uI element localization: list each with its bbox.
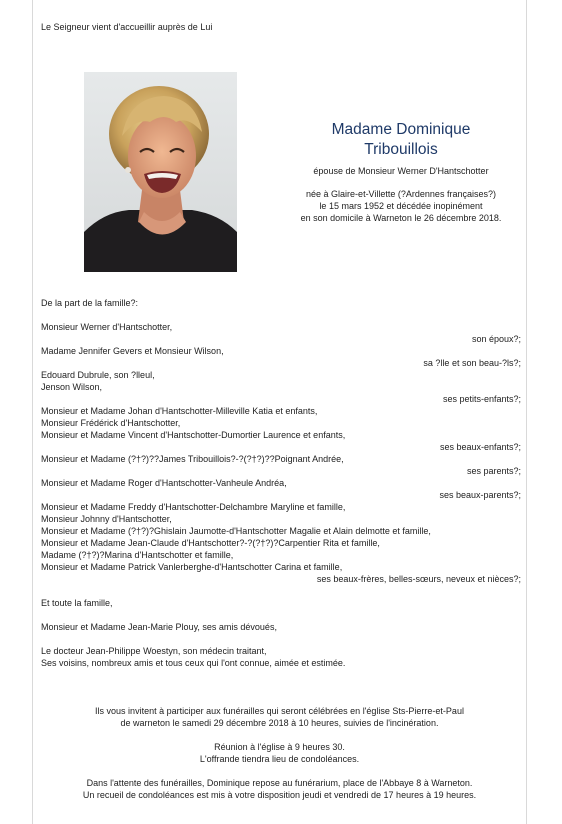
family-line: Monsieur Werner d'Hantschotter, bbox=[41, 322, 173, 332]
funeral-invitation: Ils vous invitent à participer aux funérailles qui seront célébrées en l'église Sts-Pierre-et-Paul bbox=[95, 706, 464, 716]
family-intro: De la part de la famille?: bbox=[41, 298, 139, 308]
place-line: en son domicile à Warneton le 26 décembre 2018. bbox=[300, 213, 502, 223]
family-line: Monsieur et Madame (?†?)??James Tribouillois?-?(?†?)??Poignant Andrée, bbox=[41, 454, 344, 464]
family-relation: ses beaux-enfants?; bbox=[439, 442, 521, 452]
family-line: Edouard Dubrule, son ?lleul, bbox=[41, 370, 155, 380]
family-line: Monsieur et Madame Freddy d'Hantschotter-Delchambre Maryline et famille, bbox=[41, 502, 346, 512]
family-line: Monsieur et Madame Roger d'Hantschotter-Vanheule Andréa, bbox=[41, 478, 287, 488]
family-line: Monsieur et Madame (?†?)?Ghislain Jaumotte-d'Hantschotter Magalie et Alain delmotte et famille, bbox=[41, 526, 431, 536]
family-line: Et toute la famille, bbox=[41, 598, 113, 608]
page-left-border bbox=[32, 0, 33, 824]
family-line: Ses voisins, nombreux amis et tous ceux qui l'ont connue, aimée et estimée. bbox=[41, 658, 346, 668]
family-line: Monsieur Johnny d'Hantschotter, bbox=[41, 514, 172, 524]
family-line: Monsieur et Madame Jean-Marie Plouy, ses amis dévoués, bbox=[41, 622, 277, 632]
family-line: Monsieur et Madame Johan d'Hantschotter-Milleville Katia et enfants, bbox=[41, 406, 318, 416]
family-line: Monsieur Frédérick d'Hantschotter, bbox=[41, 418, 181, 428]
gathering-time: Réunion à l'église à 9 heures 30. bbox=[214, 742, 345, 752]
family-relation: ses petits-enfants?; bbox=[442, 394, 521, 404]
funerarium-info: Dans l'attente des funérailles, Dominique repose au funérarium, place de l'Abbaye 8 à Warneton. bbox=[86, 778, 473, 788]
condolence-register: Un recueil de condoléances est mis à votre disposition jeudi et vendredi de 17 heures à 19 heures. bbox=[82, 790, 477, 800]
family-line: Madame Jennifer Gevers et Monsieur Wilson, bbox=[41, 346, 224, 356]
portrait-photo bbox=[84, 72, 237, 272]
family-relation: ses parents?; bbox=[466, 466, 521, 476]
family-line: Monsieur et Madame Vincent d'Hantschotter-Dumortier Laurence et enfants, bbox=[41, 430, 346, 440]
deceased-name-last: Tribouillois bbox=[364, 141, 438, 158]
funeral-date: de warneton le samedi 29 décembre 2018 à 10 heures, suivies de l'incinération. bbox=[120, 718, 439, 728]
offering-note: L'offrande tiendra lieu de condoléances. bbox=[199, 754, 360, 764]
family-relation: ses beaux-parents?; bbox=[439, 490, 521, 500]
dates-line: le 15 mars 1952 et décédée inopinément bbox=[319, 201, 483, 211]
family-relation: sa ?lle et son beau-?ls?; bbox=[423, 358, 521, 368]
family-line: Monsieur et Madame Jean-Claude d'Hantschotter?-?(?†?)?Carpentier Rita et famille, bbox=[41, 538, 380, 548]
family-line: Jenson Wilson, bbox=[41, 382, 103, 392]
spouse-line: épouse de Monsieur Werner D'Hantschotter bbox=[313, 166, 489, 176]
birth-line: née à Glaire-et-Villette (?Ardennes françaises?) bbox=[306, 189, 496, 199]
deceased-name-first: Madame Dominique bbox=[331, 121, 471, 138]
family-line: Monsieur et Madame Patrick Vanlerberghe-d'Hantschotter Carina et famille, bbox=[41, 562, 343, 572]
family-line: Madame (?†?)?Marina d'Hantschotter et famille, bbox=[41, 550, 234, 560]
intro-text: Le Seigneur vient d'accueillir auprès de Lui bbox=[41, 22, 213, 32]
family-relation: ses beaux-frères, belles-sœurs, neveux et nièces?; bbox=[316, 574, 521, 584]
family-line: Le docteur Jean-Philippe Woestyn, son médecin traitant, bbox=[41, 646, 267, 656]
family-relation: son époux?; bbox=[471, 334, 521, 344]
